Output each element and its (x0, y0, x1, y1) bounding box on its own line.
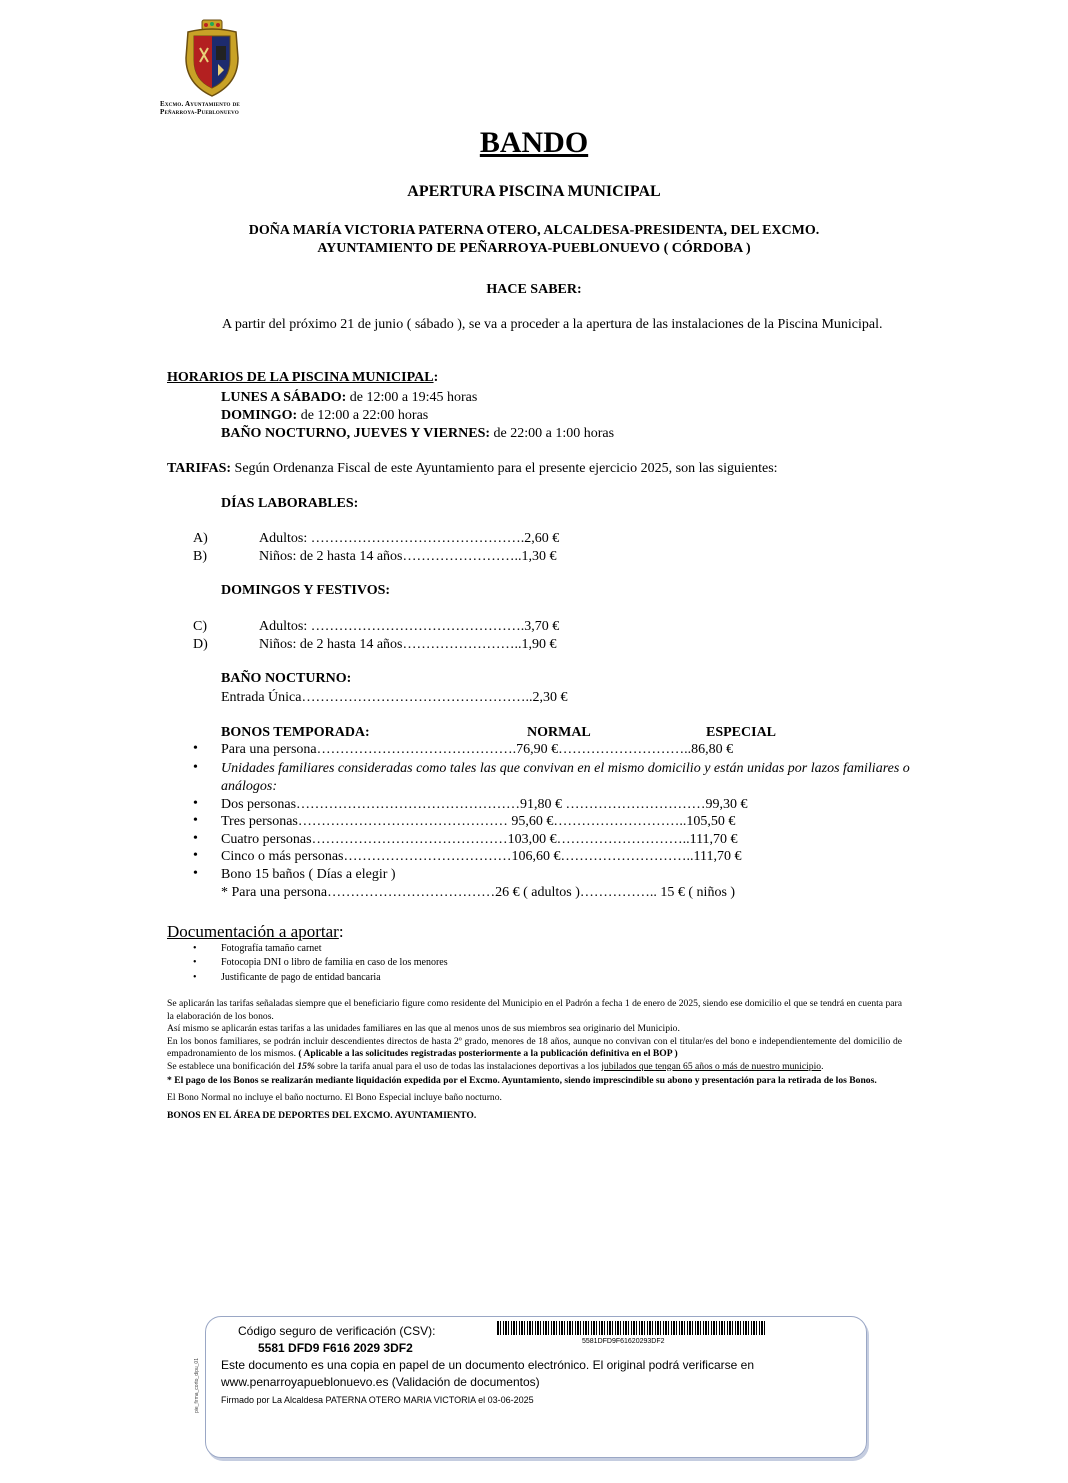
horario-value: de 12:00 a 22:00 horas (297, 408, 429, 423)
bullet-icon: • (193, 813, 198, 828)
tarifa-row: Adultos: ……………………………………….3,70 € (259, 619, 560, 634)
municipality-line2: Peñarroya-Pueblonuevo (160, 108, 239, 116)
mayor-heading (180, 222, 888, 258)
csv-copy-line2: www.penarroyapueblonuevo.es (Validación de documentos) (221, 1375, 540, 1389)
bono-row: Cuatro personas……………………………………103,00 €………………………..111,70 € (221, 832, 738, 847)
note-bono-normal: El Bono Normal no incluye el baño nocturno. El Bono Especial incluye baño nocturno. (167, 1091, 502, 1103)
tarifa-letter: B) (193, 549, 207, 564)
horario-label: DOMINGO: (221, 408, 298, 423)
bullet-icon: • (193, 796, 198, 811)
bullet-icon: • (193, 760, 198, 775)
note-bonificacion-c: . (821, 1060, 824, 1072)
municipal-crest-logo (180, 18, 244, 98)
bullet-icon: • (193, 741, 198, 756)
bullet-icon: • (193, 831, 198, 846)
document-title: BANDO (479, 126, 589, 159)
bonos-col-especial: ESPECIAL (706, 725, 777, 740)
horario-label: BAÑO NOCTURNO, JUEVES Y VIERNES: (221, 426, 491, 441)
note-unidades: Así mismo se aplicarán estas tarifas a las unidades familiares en las que al menos unos de sus miembros sea originario del Municipio. (167, 1023, 680, 1034)
doc-item: Justificante de pago de entidad bancaria (221, 972, 381, 983)
bonos-col-normal: NORMAL (527, 725, 591, 740)
bullet-icon: • (193, 972, 197, 983)
tarifas-label: TARIFAS: (167, 461, 232, 476)
horario-value: de 12:00 a 19:45 horas (346, 390, 478, 405)
horario-row (221, 407, 428, 425)
bono-row: Bono 15 baños ( Días a elegir ) (221, 867, 396, 882)
tarifa-row: Adultos: ……………………………………….2,60 € (259, 531, 560, 546)
note-bonos-familiares-text: En los bonos familiares, se podrán incluir descendientes directos de hasta 2º grado, menores de 18 años, aunque no convivan con el titular/es del bono e independientemente del domicilio de empadronamiento de los mismos. (167, 1035, 902, 1059)
horarios-colon: : (433, 370, 439, 385)
tarifa-letter: C) (193, 619, 207, 634)
mayor-line2: AYUNTAMIENTO DE PEÑARROYA-PUEBLONUEVO ( CÓRDOBA ) (317, 241, 751, 256)
tarifas-text: Según Ordenanza Fiscal de este Ayuntamiento para el presente ejercicio 2025, son las siguientes: (231, 461, 778, 476)
note-bonificacion-jubilados: jubilados que tengan 65 años o más de nuestro municipio (601, 1060, 822, 1072)
barcode-text: 5581DFD9F61620293DF2 (582, 1338, 665, 1345)
horario-value: de 22:00 a 1:00 horas (490, 426, 615, 441)
laborables-heading: DÍAS LABORABLES: (221, 496, 359, 511)
notes-block (167, 998, 902, 1123)
festivos-heading: DOMINGOS Y FESTIVOS: (221, 583, 391, 598)
tarifa-row: Niños: de 2 hasta 14 años……………………..1,30 € (259, 549, 557, 564)
municipality-name (160, 100, 270, 116)
tarifa-letter: A) (193, 531, 208, 546)
tarifas-line (167, 460, 778, 478)
csv-label: Código seguro de verificación (CSV): (238, 1324, 436, 1338)
csv-signed-by: Firmado por La Alcaldesa PATERNA OTERO MARIA VICTORIA el 03-06-2025 (221, 1395, 534, 1405)
doc-item: Fotocopia DNI o libro de familia en caso de los menores (221, 957, 448, 968)
horario-row (221, 389, 477, 407)
barcode-icon (497, 1321, 767, 1335)
bono-row: Tres personas……………………………………… 95,60 €………………………..105,50 € (221, 814, 736, 829)
bono15-detail: * Para una persona………………………………26 € ( adultos )…………….. 15 € ( niños ) (221, 885, 736, 900)
csv-copy-line1: Este documento es una copia en papel de un documento electrónico. El original podrá verificarse en (221, 1358, 754, 1372)
nocturno-row: Entrada Única…………………………………………..2,30 € (221, 690, 568, 705)
tarifa-row: Niños: de 2 hasta 14 años……………………..1,90 € (259, 637, 557, 652)
horario-row (221, 425, 614, 443)
note-bonos-familiares (167, 1036, 902, 1061)
note-residentes: Se aplicarán las tarifas señaladas siempre que el beneficiario figure como residente del Municipio en el Padrón a fecha 1 de enero de 2025, siendo ese domicilio el que se tendrá en cuenta para la elaboración de los bonos. (167, 998, 902, 1022)
horario-label: LUNES A SÁBADO: (221, 390, 347, 405)
documentacion-colon: : (338, 922, 344, 941)
municipality-line1: Excmo. Ayuntamiento de (160, 100, 240, 108)
mayor-line1: DOÑA MARÍA VICTORIA PATERNA OTERO, ALCALDESA-PRESIDENTA, DEL EXCMO. (248, 223, 820, 238)
bullet-icon: • (193, 957, 197, 968)
bullet-icon: • (193, 866, 198, 881)
bonos-heading: BONOS TEMPORADA: (221, 725, 370, 740)
note-bonificacion (167, 1061, 902, 1074)
bono-row-familias: Unidades familiares consideradas como tales las que convivan en el mismo domicilio y están unidas por lazos familiares o análogos: (221, 761, 910, 794)
note-bonificacion-a: Se establece una bonificación del (167, 1060, 298, 1072)
nocturno-heading: BAÑO NOCTURNO: (221, 671, 352, 686)
doc-item: Fotografía tamaño carnet (221, 943, 322, 954)
note-bonos-familiares-bold: ( Aplicable a las solicitudes registradas posteriormente a la publicación definitiva en el BOP ) (295, 1048, 678, 1059)
tarifa-letter: D) (193, 637, 208, 652)
hace-saber-heading: HACE SABER: (486, 282, 582, 297)
note-bonificacion-pct: 15% (297, 1060, 315, 1072)
intro-paragraph: A partir del próximo 21 de junio ( sábado ), se va a proceder a la apertura de las instalaciones de la Piscina Municipal. (222, 317, 883, 332)
side-code: pie_firma_corto_dipu_01 (194, 1358, 200, 1414)
documentacion-heading (167, 922, 344, 942)
note-pago-bonos: * El pago de los Bonos se realizarán mediante liquidación expedida por el Excmo. Ayuntamiento, siendo imprescindible su abono y presentación para la retirada de los Bonos. (167, 1075, 877, 1086)
bullet-icon: • (193, 848, 198, 863)
bono-row: Para una persona…………………………………….76,90 €………………………..86,80 € (221, 742, 734, 757)
documentacion-heading-text: Documentación a aportar (167, 922, 339, 941)
note-bonificacion-b: sobre la tarifa anual para el uso de todas las instalaciones deportivas a los (314, 1060, 602, 1072)
horarios-heading-text: HORARIOS DE LA PISCINA MUNICIPAL (167, 370, 434, 385)
bono-row: Cinco o más personas………………………………106,60 €………………………..111,70 € (221, 849, 742, 864)
bono-row: Dos personas…………………………………………91,80 € …………………………99,30 € (221, 797, 748, 812)
bullet-icon: • (193, 943, 197, 954)
document-subtitle: APERTURA PISCINA MUNICIPAL (407, 183, 661, 200)
csv-code: 5581 DFD9 F616 2029 3DF2 (258, 1341, 413, 1355)
note-area-deportes: BONOS EN EL ÁREA DE DEPORTES DEL EXCMO. AYUNTAMIENTO. (167, 1110, 477, 1121)
horarios-heading (167, 369, 438, 387)
